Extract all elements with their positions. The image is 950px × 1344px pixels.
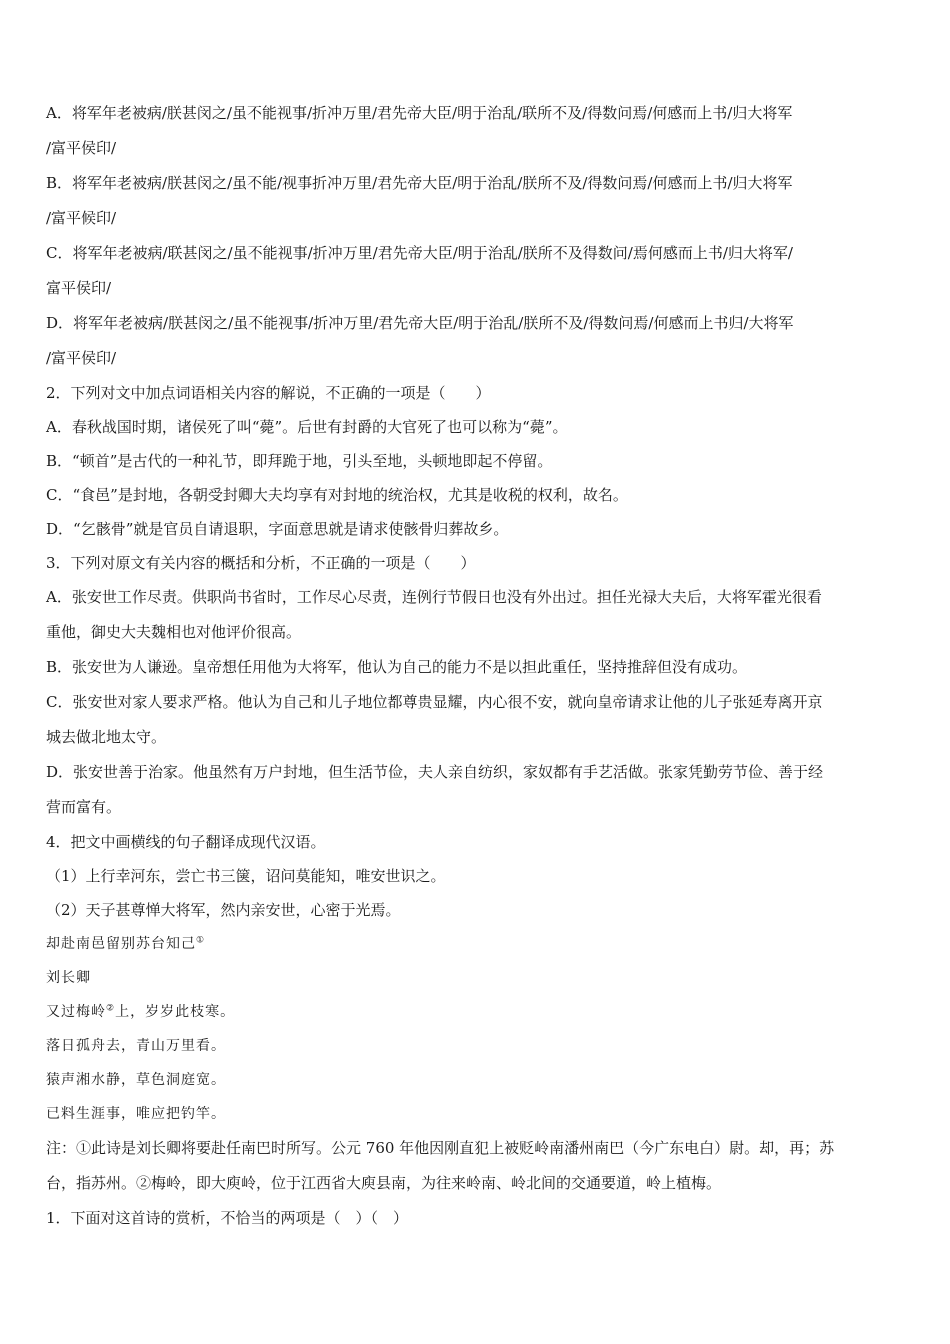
q2-option-d: D．“乞骸骨”就是官员自请退职，字面意思就是请求使骸骨归葬故乡。: [46, 520, 509, 538]
q1-option-c-line2: 富平侯印/: [46, 279, 112, 297]
q1-option-a-line2: /富平侯印/: [46, 139, 117, 157]
q4-sentence-1: （1）上行幸河东，尝亡书三箧，诏问莫能知，唯安世识之。: [46, 867, 446, 885]
q3-option-c-line1: C．张安世对家人要求严格。他认为自己和儿子地位都尊贵显耀，内心很不安，就向皇帝请求让他的儿子张延寿离开京: [46, 693, 823, 711]
q1-option-b-line1: B．将军年老被病/朕甚闵之/虽不能/视事折冲万里/君先帝大臣/明于治乱/朕所不及/得数问焉/何感而上书/归大将军: [46, 174, 793, 192]
poem-title-text: 却赴南邑留别苏台知己: [46, 936, 196, 952]
poem-line-1-pre: 又过梅岭: [46, 1004, 106, 1020]
q4-stem: 4．把文中画横线的句子翻译成现代汉语。: [46, 833, 326, 851]
q3-option-d-line1: D．张安世善于治家。他虽然有万户封地，但生活节俭，夫人亲自纺织，家奴都有手艺活做。张家凭勤劳节俭、善于经: [46, 763, 824, 781]
poem-line-3: 猿声湘水静，草色洞庭宽。: [46, 1072, 226, 1088]
q1-option-b-line2: /富平候印/: [46, 209, 117, 227]
q3-option-d-line2: 营而富有。: [46, 798, 122, 816]
poem-line-1: [46, 995, 908, 1029]
q1-option-d-line2: /富平侯印/: [46, 349, 117, 367]
q1-option-a-line1: A．将军年老被病/朕甚闵之/虽不能视事/折冲万里/君先帝大臣/明于治乱/联所不及/得数问焉/何感而上书/归大将军: [46, 104, 793, 122]
poem-title-note-mark: ①: [196, 935, 206, 946]
q2-option-b: B．“顿首”是古代的一种礼节，即拜跪于地，引头至地，头顿地即起不停留。: [46, 452, 553, 470]
poem-author: 刘长卿: [46, 970, 91, 986]
poem-line-2: 落日孤舟去，青山万里看。: [46, 1038, 226, 1054]
q2-option-c: C．“食邑”是封地，各朝受封卿大夫均享有对封地的统治权，尤其是收税的权利，故名。: [46, 486, 628, 504]
notes-line-2: 台，指苏州。②梅岭，即大庾岭，位于江西省大庾县南，为往来岭南、岭北间的交通要道，岭上植梅。: [46, 1174, 722, 1192]
document-page: [46, 96, 908, 1235]
poem-line-1-note-mark: ②: [106, 1003, 116, 1014]
poem-line-4: 已料生涯事，唯应把钓竿。: [46, 1106, 226, 1122]
poem-question-1-stem: 1．下面对这首诗的赏析，不恰当的两项是（ ）（ ）: [46, 1209, 409, 1227]
q1-option-d-line1: D．将军年老被病/朕甚闵之/虽不能视事/折冲万里/君先帝大臣/明于治乱/朕所不及/得数问焉/何感而上书归/大将军: [46, 314, 794, 332]
q3-option-c-line2: 城去做北地太守。: [46, 728, 167, 746]
q3-option-a-line1: A．张安世工作尽责。供职尚书省时，工作尽心尽责，连例行节假日也没有外出过。担任光禄大夫后，大将军霍光很看: [46, 588, 822, 606]
q3-option-a-line2: 重他，御史大夫魏相也对他评价很高。: [46, 623, 302, 641]
q2-option-a: A．春秋战国时期，诸侯死了叫“薨”。后世有封爵的大官死了也可以称为“薨”。: [46, 418, 568, 436]
notes-line-1: 注：①此诗是刘长卿将要赴任南巴时所写。公元 760 年他因刚直犯上被贬岭南潘州南巴（今广东电白）尉。却，再；苏: [46, 1139, 835, 1157]
q1-option-c-line1: C．将军年老被病/联甚闵之/虽不能视事/折冲万里/君先帝大臣/明于治乱/朕所不及得数问/焉何感而上书/归大将军/: [46, 244, 793, 262]
q3-stem: 3．下列对原文有关内容的概括和分析，不正确的一项是（ ）: [46, 554, 476, 572]
q3-option-b: B．张安世为人谦逊。皇帝想任用他为大将军，他认为自己的能力不是以担此重任，坚持推辞但没有成功。: [46, 658, 748, 676]
q4-sentence-2: （2）天子甚尊惮大将军，然内亲安世，心密于光焉。: [46, 901, 401, 919]
q2-stem: 2．下列对文中加点词语相关内容的解说，不正确的一项是（ ）: [46, 384, 491, 402]
poem-title: [46, 927, 908, 961]
poem-line-1-post: 上，岁岁此枝寒。: [115, 1004, 236, 1020]
